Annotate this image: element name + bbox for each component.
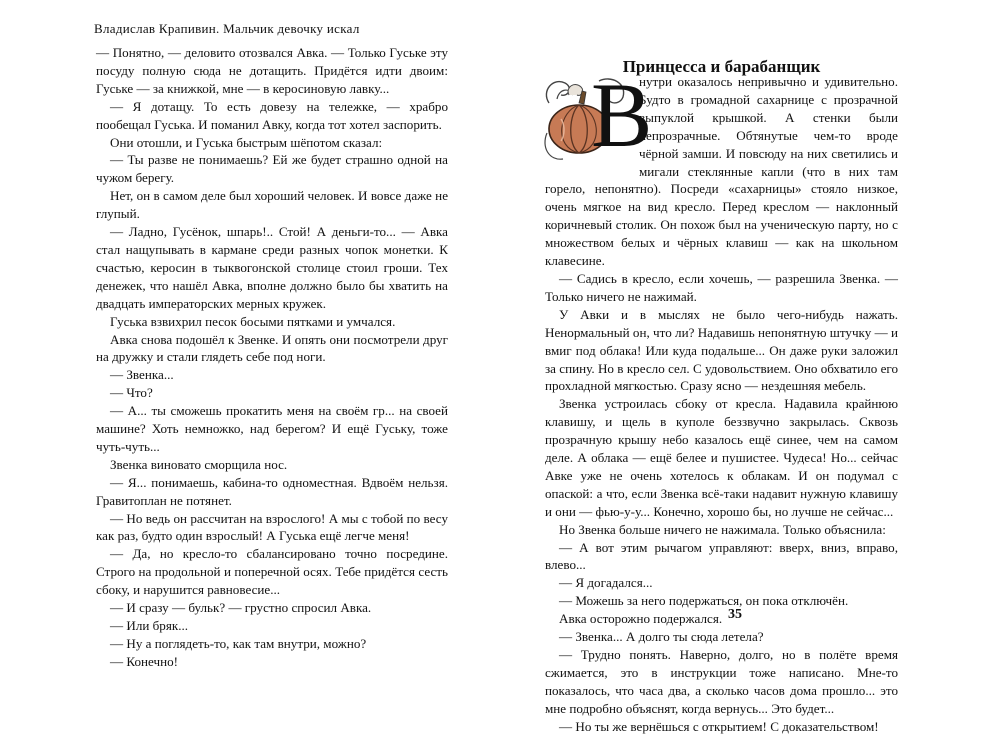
running-head: Владислав Крапивин. Мальчик девочку искал <box>94 21 360 36</box>
paragraph: — Трудно понять. Наверно, долго, но в полёте время сжимается, это в инструкции тоже написано. Мне-то показалось, что часа два, а сколько часов дома прошло... это мне подробно объяснят, когда вернусь... Это будет... <box>545 647 898 716</box>
paragraph: Звенка устроилась сбоку от кресла. Надавила крайнюю клавишу, и щель в куполе беззвучно закрылась. Сквозь прозрачную крышу небо казалось ещё синее, чем на самом деле. А облака — ещё белее и пушистее. Чудеса! Но... сейчас Авке уже не очень хотелось к облакам. И он подумал с опаской: а что, если Звенка всё-таки надавит нужную клавишу и они — фью-у-у... Конечно, хорошо бы, но лучше не сейчас... <box>545 396 898 519</box>
paragraph: Авка снова подошёл к Звенке. И опять они посмотрели друг на дружку и стали глядеть себе под ноги. <box>96 331 448 365</box>
paragraph: — И сразу — бульк? — грустно спросил Авка. <box>110 600 372 616</box>
left-page <box>0 0 500 669</box>
paragraph: — А... ты сможешь прокатить меня на своём гр... на своей машине? Хоть немножко, над берегом? И ещё Гуську, тоже чуть-чуть... <box>96 403 448 454</box>
paragraph: Но Звенка больше ничего не нажимала. Только объяснила: <box>559 521 886 537</box>
paragraph: — Понятно, — деловито отозвался Авка. — Только Гуське эту посуду полную сюда не дотащить. Придётся идти двоим: Гуське — за книжкой, мне — в керосиновую лавку... <box>96 45 448 96</box>
paragraph: — Звенка... А долго ты сюда летела? <box>559 629 764 645</box>
paragraph: Нет, он в самом деле был хороший человек. И вовсе даже не глупый. <box>96 188 448 222</box>
paragraph: — Или бряк... <box>110 618 189 633</box>
paragraph: — Да, но кресло-то сбалансировано точно посредине. Строго на продольной и поперечной осях. Тебе придётся сесть сбоку, и нарушится равновесие... <box>96 546 448 598</box>
paragraph: — Я... понимаешь, кабина-то одноместная. Вдвоём нельзя. Гравитоплан не потянет. <box>96 474 448 508</box>
paragraph: — Садись в кресло, если хочешь, — разрешила Звенка. — Только ничего не нажимай. <box>545 270 898 304</box>
paragraph: — Ну а поглядеть-то, как там внутри, можно? <box>110 635 367 651</box>
paragraph: — Я догадался... <box>559 575 653 591</box>
paragraph: — Я дотащу. То есть довезу на тележке, — храбро пообещал Гуська. И поманил Авку, когда тот хотел заспорить. <box>96 98 448 132</box>
paragraph: Звенка виновато сморщила нос. <box>110 456 288 472</box>
paragraph: — Но ведь он рассчитан на взрослого! А мы с тобой по весу как раз, будто один взрослый! А Гуська ещё легче меня! <box>96 510 448 544</box>
drop-cap-letter: В <box>591 64 653 166</box>
paragraph: Они отошли, и Гуська быстрым шёпотом сказал: <box>110 134 383 150</box>
paragraph: — Ладно, Гусёнок, шпарь!.. Стой! А деньги-то... — Авка стал нащупывать в кармане среди разных чопок монетки. К счастью, керосин в тыквогонской столице стоил гроши. Тех денежек, что нашёл Авка, вполне должно было бы хватить на двадцать императорских мерных кружек. <box>96 224 448 311</box>
paragraph: — Что? <box>110 385 153 401</box>
paragraph: — Можешь за него подержаться, он пока отключён. <box>559 593 849 609</box>
paragraph: — А вот этим рычагом управляют: вверх, вниз, вправо, влево... <box>545 539 898 573</box>
left-text-column <box>96 44 448 671</box>
paragraph: — Конечно! <box>110 653 178 669</box>
paragraph: — Звенка... <box>110 367 174 383</box>
paragraph: — Ты разве не понимаешь? Ей же будет страшно одной на чужом берегу. <box>96 152 448 186</box>
paragraph: У Авки и в мыслях не было чего-нибудь нажать. Ненормальный он, что ли? Надавишь непонятную штучку — и вмиг под облака! Или куда подальше... Он даже руки заложил за спину. Но в кресло сел. С удовольствием. Оно обхватило его прохладной мягкостью. Сразу ясно — нездешняя мебель. <box>545 306 898 394</box>
drop-cap <box>539 64 653 169</box>
paragraph: — Но ты же вернёшься с открытием! С доказательством! <box>559 718 879 734</box>
paragraph: Гуська взвихрил песок босыми пятками и умчался. <box>110 313 396 329</box>
chapter-title: Принцесса и барабанщик <box>622 57 821 76</box>
opening-paragraph-text: нутри оказалось непривычно и удивительно. Будто в громадной сахарнице с прозрачной выпуклой крышкой. А стенки были непрозрачные. Обтянутые чем-то вроде чёрной замши. И повсюду на них светились и мигали стеклянные капли (что в них там горело, непонятно). Посреди «сахарницы» стояло низкое, очень мягкое на вид кресло. Перед креслом — наклонный коричневый столик. Он похож был на ученическую парту, но с множеством белых и чёрных клавиш — как на школьном клавесине. <box>545 74 898 269</box>
paragraph: Авка осторожно подержался. <box>559 611 723 627</box>
right-page <box>500 0 1000 734</box>
page-number: 35 <box>728 607 742 622</box>
